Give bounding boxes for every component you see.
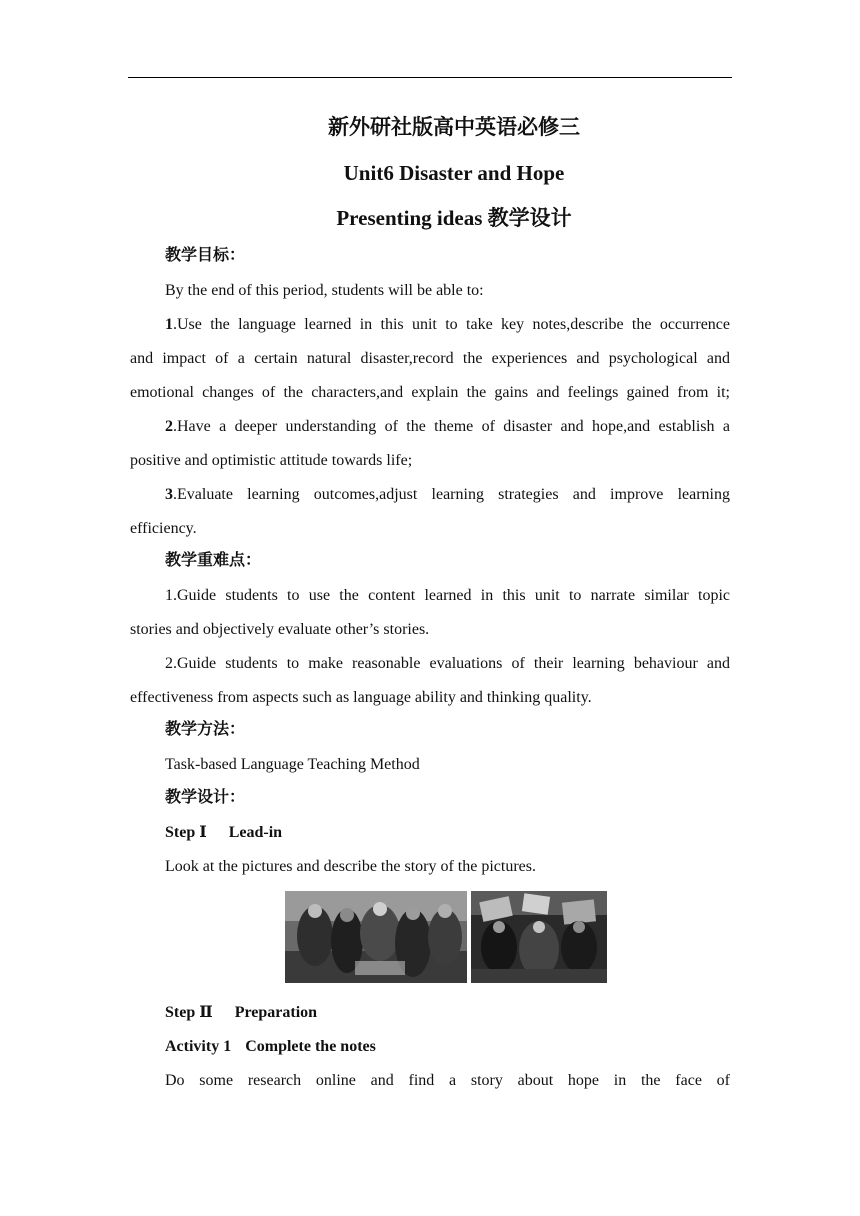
key-point-1-line-1: 1.Guide students to use the content learned in this unit to narrate similar topic: [165, 587, 730, 604]
key-point-1-line-2: stories and objectively evaluate other’s stories.: [130, 621, 430, 638]
methods-text: Task-based Language Teaching Method: [165, 756, 420, 773]
step-1-text: Look at the pictures and describe the story of the pictures.: [165, 858, 536, 875]
activity-1-title: Complete the notes: [245, 1038, 376, 1055]
objective-3-line-2: efficiency.: [130, 520, 197, 537]
unit-title: Unit6 Disaster and Hope: [343, 161, 565, 185]
objective-3-line-1: 3.Evaluate learning outcomes,adjust learning strategies and improve learning: [165, 486, 730, 503]
step-2-heading: [165, 1002, 730, 1024]
step-1-title: Lead-in: [228, 824, 283, 841]
objective-1-number: 1: [165, 316, 173, 333]
document-title-chinese: 新外研社版高中英语必修三: [328, 115, 580, 139]
lesson-title: Presenting ideas 教学设计: [336, 206, 572, 230]
lead-in-pictures: [285, 891, 607, 983]
objective-1-line-2: and impact of a certain natural disaster,record the experiences and psychological and: [130, 350, 730, 367]
objective-2-line-1: 2.Have a deeper understanding of the theme of disaster and hope,and establish a: [165, 418, 730, 435]
objective-2-number: 2: [165, 418, 173, 435]
disaster-photo-2: [471, 891, 607, 983]
activity-1-label: Activity 1: [165, 1038, 232, 1055]
disaster-photo-1: [285, 891, 467, 983]
key-point-2-line-1: 2.Guide students to make reasonable evaluations of their learning behaviour and: [165, 655, 730, 672]
design-heading: 教学设计：: [165, 789, 246, 806]
step-2-title: Preparation: [234, 1004, 318, 1021]
key-points-heading: 教学重难点：: [165, 552, 262, 569]
objectives-heading: 教学目标：: [165, 247, 246, 264]
step-1-label: Step Ⅰ: [165, 824, 207, 841]
objective-3-number: 3: [165, 486, 173, 503]
objectives-intro: By the end of this period, students will be able to:: [165, 282, 484, 299]
objective-1-line-3: emotional changes of the characters,and explain the gains and feelings gained from it;: [130, 384, 730, 401]
activity-1-heading: [165, 1036, 730, 1058]
objective-1-line-1: 1.Use the language learned in this unit to take key notes,describe the occurrence: [165, 316, 730, 333]
objective-2-line-2: positive and optimistic attitude towards life;: [130, 452, 413, 469]
header-rule: [128, 77, 732, 78]
key-point-2-line-2: effectiveness from aspects such as language ability and thinking quality.: [130, 689, 592, 706]
step-2-label: Step Ⅱ: [165, 1004, 213, 1021]
methods-heading: 教学方法：: [165, 721, 246, 738]
step-1-heading: [165, 822, 730, 844]
activity-1-text: Do some research online and find a story about hope in the face of: [165, 1072, 730, 1089]
